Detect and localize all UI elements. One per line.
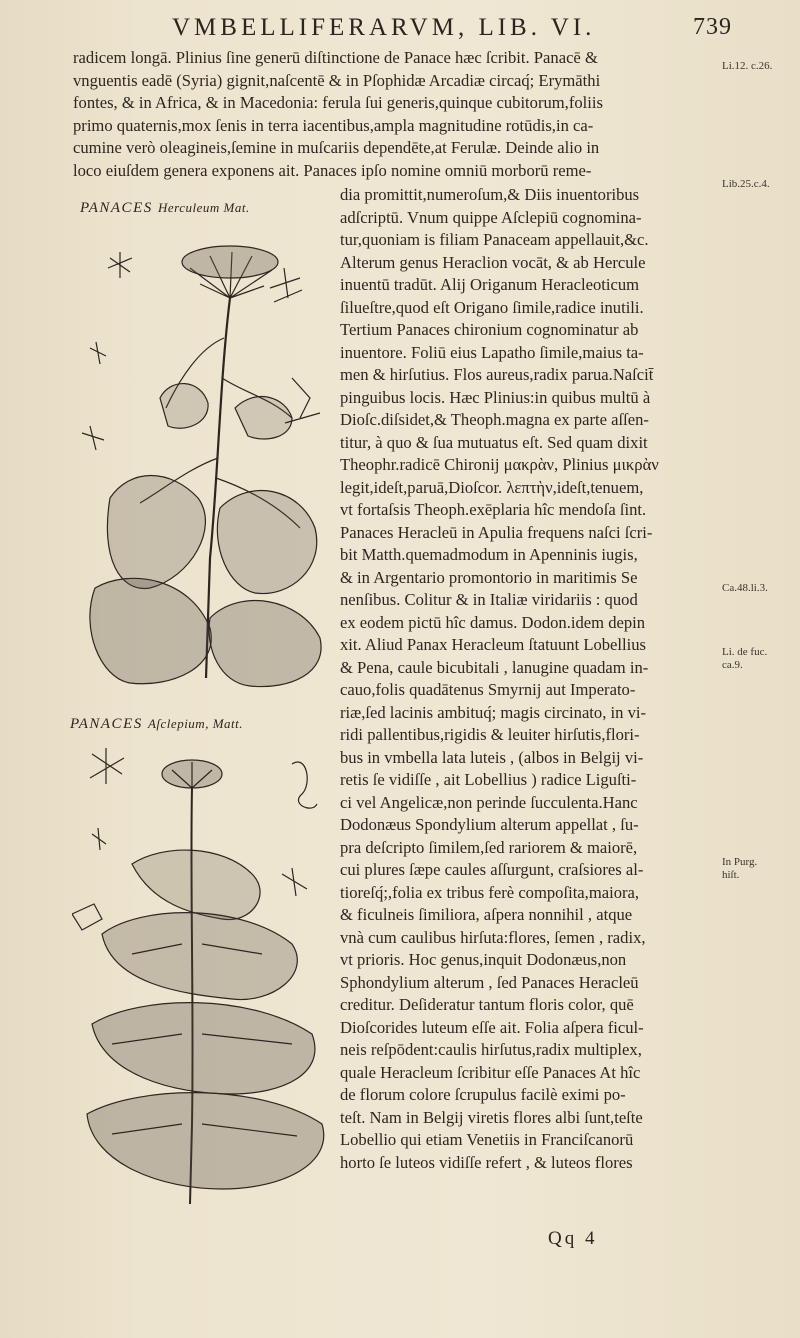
text-line: inuentū tradūt. Alij Origanum Heracleoticum [340,275,640,294]
text-line: men & hirſutius. Flos aureus,radix parua.Naſcit̄ [340,365,654,384]
text-line: ridi pallentibus,rigidis & leuiter hirſutis,flori- [340,725,640,744]
column-text [340,184,718,1174]
text-line: quale Heracleum ſcribitur eſſe Panaces At hîc [340,1062,641,1082]
text-line: Sphondylium alterum , ſed Panaces Heracleū [340,972,639,992]
text-line: creditur. Deſideratur tantum floris color, quē [340,995,634,1014]
text-line: legit,ideſt,paruā,Dioſcor. λεπτὴν,ideſt,tenuem, [340,477,644,497]
text-line: fontes, & in Africa, & in Macedonia: ferula ſui generis,quinque cubitorum,foliis [73,93,603,112]
running-title: VMBELLIFERARVM, LIB. VI. [172,14,596,41]
text-line: retis ſe vidiſſe , ait Lobellius ) radice Liguſti- [340,770,637,789]
text-line: bit Matth.quemadmodum in Apenninis iugis, [340,545,638,564]
text-line: & in Argentario promontorio in maritimis Se [340,567,638,587]
text-line: Dioſc.diſsidet,& Theoph.magna ex parte aſſen- [340,410,649,429]
folio-number: 739 [693,14,732,40]
text-line: Lobellio qui etiam Venetiis in Franciſcanorū [340,1130,634,1149]
margin-note: In Purg. hiſt. [722,856,758,881]
text-line: Dodonæus Spondylium alterum appellat , ſu- [340,815,639,834]
plate-caption [70,716,243,733]
text-line: cui plures ſæpe caules aſſurgunt, craſsiores al- [340,860,644,879]
text-line: titur, à quo & ſua mutuatus eſt. Sed quam dixit [340,432,648,452]
full-width-text [73,47,718,182]
text-line: ſilueſtre,quod eſt Origano ſimile,radice inutili. [340,297,644,317]
text-line: inuentore. Foliū eius Lapatho ſimile,maius ta- [340,342,644,362]
text-line: radicem longā. Plinius ſine generū diſtinctione de Panace hæc ſcribit. Panacē & [73,48,598,67]
text-line: vt fortaſsis Theoph.exēplaria hîc mendoſa ſint. [340,500,647,519]
text-line: ex eodem pictū hîc damus. Dodon.idem depin [340,612,646,632]
text-line: de florum colore ſcrupulus facilè eximi po- [340,1085,626,1104]
text-line: Theophr.radicē Chironij μακρὰν, Plinius μικρὰν [340,455,659,474]
text-line: tur,quoniam is filiam Panaceam appellauit,&c. [340,230,649,249]
text-line: primo quaternis,mox ſenis in terra iacentibus,ampla magnitudine rotūdis,in ca- [73,115,594,135]
text-line: Alterum genus Heraclion vocāt, & ab Hercule [340,252,646,272]
caption-sub: Herculeum Mat. [157,200,250,215]
text-line: vt prioris. Hoc genus,inquit Dodonæus,non [340,950,627,969]
text-line: riæ,ſed lacinis ambituq́; magis circinato, in vi- [340,702,646,722]
text-line: cauo,folis quadātenus Smyrnij aut Imperato- [340,680,636,699]
text-line: ci vel Angelicæ,non perinde ſucculenta.Hanc [340,792,638,812]
text-line: pra deſcripto ſimilem,ſed rariorem & maiorē, [340,837,638,857]
text-line: Dioſcorides luteum eſſe ait. Folia aſpera ficul- [340,1017,644,1037]
margin-note: Lib.25.c.4. [722,178,770,190]
text-line: pinguibus locis. Hæc Plinius:in quibus multū à [340,387,651,407]
text-line: & ficulneis ſimiliora, aſpera nonnihil , atque [340,905,633,924]
text-line: adſcriptū. Vnum quippe Aſclepiū cognomina- [340,207,642,227]
text-line: horto ſe luteos vidiſſe refert , & luteos flores [340,1152,633,1172]
text-line: vnguentis eadē (Syria) gignit,naſcentē & in Pſophidæ Arcadiæ circaq́; Erymāthi [73,70,601,90]
text-line: cumine verò oleagineis,ſemine in muſcariis dependēte,at Ferulæ. Deinde alio in [73,138,600,157]
text-line: vnà cum caulibus hirſuta:flores, ſemen , radix, [340,927,646,947]
margin-note: Li. de fuc. ca.9. [722,646,768,671]
text-line: nenſibus. Colitur & in Italiæ viridariis : quod [340,590,638,609]
plate-caption [80,200,250,217]
text-line: Tertium Panaces chironium cognominatur ab [340,320,639,339]
text-line: & Pena, caule bicubitali , lanugine quadam in- [340,657,649,677]
text-line: xit. Aliud Panax Heracleum ſtatuunt Lobellius [340,635,647,654]
margin-note: Ca.48.li.3. [722,582,768,594]
text-line: loco eiuſdem genera exponens ait. Panaces ipſo nomine omniū morborū reme- [73,160,592,180]
running-header [172,14,732,42]
text-line: dia promittit,numeroſum,& Diis inuentoribus [340,185,640,204]
herculeum-woodcut [70,228,332,698]
caption-main: PANACES [80,200,153,216]
margin-note: Li.12. c.26. [722,60,773,72]
text-line: tioreſq́;,folia ex tribus ferè compoſita,maiora, [340,882,640,902]
caption-main: PANACES [70,716,143,732]
asclepium-woodcut [72,744,334,1214]
text-line: teſt. Nam in Belgij viretis flores albi ſunt,teſte [340,1107,643,1127]
caption-sub: Aſclepium, Matt. [147,716,243,731]
text-line: Panaces Heracleū in Apulia frequens naſci ſcri- [340,522,653,542]
text-line: neis reſpōdent:caulis hirſutus,radix multiplex, [340,1040,642,1059]
text-line: bus in vmbella lata luteis , (albos in Belgij vi- [340,747,644,767]
signature-mark: Qq 4 [548,1228,598,1249]
